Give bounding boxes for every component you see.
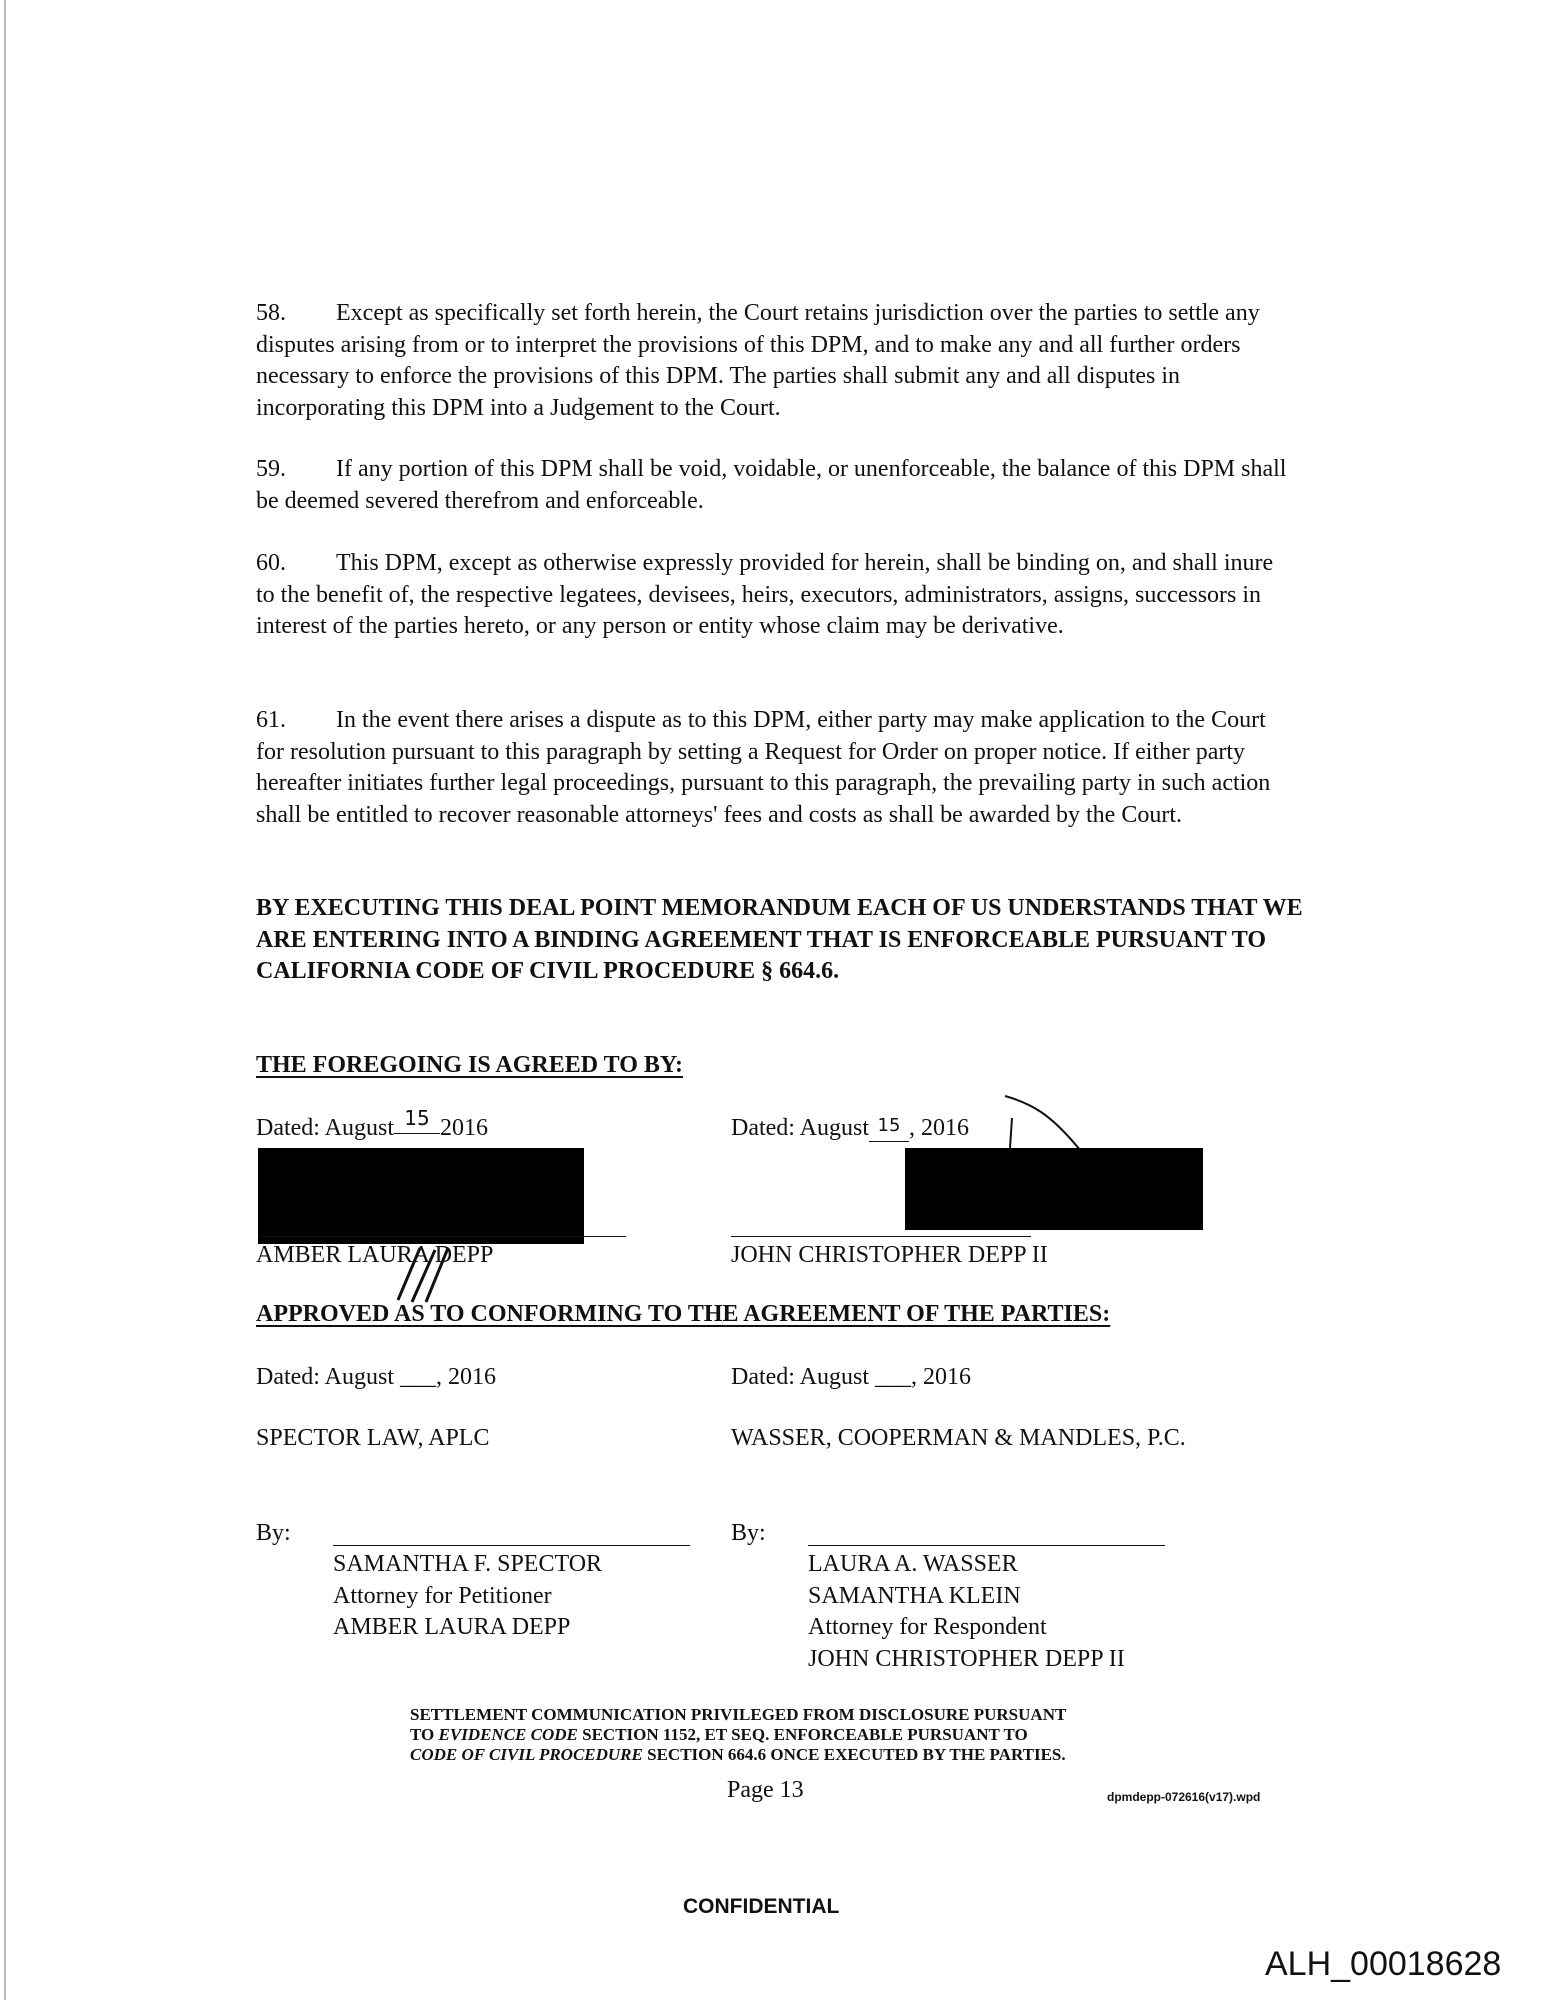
approved-heading: APPROVED AS TO CONFORMING TO THE AGREEMENT OF THE PARTIES: <box>256 1301 1111 1327</box>
counsel-signature-line-right <box>808 1545 1165 1546</box>
counsel-left-firm: SPECTOR LAW, APLC <box>256 1425 490 1451</box>
counsel-right-line: JOHN CHRISTOPHER DEPP II <box>808 1645 1125 1672</box>
counsel-right-firm: WASSER, COOPERMAN & MANDLES, P.C. <box>731 1425 1186 1451</box>
counsel-left-dated: Dated: August ___, 2016 <box>256 1364 496 1390</box>
file-name: dpmdepp-072616(v17).wpd <box>1107 1790 1261 1804</box>
handwritten-day: 15 <box>394 1103 440 1134</box>
dated-label: Dated: August <box>731 1115 869 1141</box>
counsel-left-block <box>333 1549 602 1644</box>
paragraph-58 <box>256 298 1296 424</box>
paragraph-number: 60. <box>256 550 286 576</box>
by-label-right: By: <box>731 1520 766 1546</box>
confidential-stamp: CONFIDENTIAL <box>683 1895 840 1918</box>
agreed-heading: THE FOREGOING IS AGREED TO BY: <box>256 1052 684 1078</box>
counsel-signature-line-left <box>333 1545 690 1546</box>
by-label-left: By: <box>256 1520 291 1546</box>
counsel-right-dated: Dated: August ___, 2016 <box>731 1364 971 1390</box>
paragraph-text: In the event there arises a dispute as to this DPM, either party may make application to the Court for resolution pursuant to this paragraph by setting a Request for Order on proper notice. If either party hereafter initiates further legal proceedings, pursuant to this paragraph, the prevailing party in such action shall be entitled to recover reasonable attorneys' fees and costs as shall be awarded by the Court. <box>256 707 1271 828</box>
dated-year: , 2016 <box>909 1115 969 1141</box>
right-party-name: JOHN CHRISTOPHER DEPP II <box>731 1242 1048 1268</box>
footer-line: TO EVIDENCE CODE SECTION 1152, ET SEQ. ENFORCEABLE PURSUANT TO <box>410 1725 1028 1744</box>
page-number: Page 13 <box>727 1777 804 1803</box>
bates-number: ALH_00018628 <box>1265 1945 1502 1983</box>
paragraph-60 <box>256 548 1296 643</box>
paragraph-text: Except as specifically set forth herein, the Court retains jurisdiction over the parties to settle any disputes arising from or to interpret the provisions of this DPM, and to make any and all further orders necessary to enforce the provisions of this DPM. The parties shall submit any and all disputes in incorporating this DPM into a Judgement to the Court. <box>256 300 1260 421</box>
counsel-left-line: AMBER LAURA DEPP <box>333 1614 571 1640</box>
counsel-right-line: Attorney for Respondent <box>808 1614 1047 1640</box>
counsel-right-line: SAMANTHA KLEIN <box>808 1582 1021 1609</box>
paragraph-text: This DPM, except as otherwise expressly provided for herein, shall be binding on, and shall inure to the benefit of, the respective legatees, devisees, heirs, executors, administrators, assigns, successors in interest of the parties hereto, or any person or entity whose claim may be derivative. <box>256 550 1274 639</box>
counsel-right-line: LAURA A. WASSER <box>808 1551 1018 1577</box>
right-dated-line <box>731 1113 969 1146</box>
counsel-left-line: SAMANTHA F. SPECTOR <box>333 1551 603 1577</box>
footer-line: SETTLEMENT COMMUNICATION PRIVILEGED FROM DISCLOSURE PURSUANT <box>410 1705 1067 1724</box>
counsel-right-block <box>808 1549 1125 1675</box>
scan-edge <box>4 0 6 2000</box>
signature-line-left <box>258 1236 626 1237</box>
signature-line-right <box>731 1236 1031 1237</box>
left-dated-line <box>256 1106 488 1144</box>
dated-label: Dated: August <box>256 1115 394 1141</box>
redacted-signature-left <box>258 1148 584 1244</box>
counsel-left-line: Attorney for Petitioner <box>333 1582 552 1609</box>
executing-notice: BY EXECUTING THIS DEAL POINT MEMORANDUM EACH OF US UNDERSTANDS THAT WE ARE ENTERING INTO A BINDING AGREEMENT THAT IS ENFORCEABLE PURSUANT TO CALIFORNIA CODE OF CIVIL PROCEDURE § 664.6. <box>256 895 1303 984</box>
handwritten-day: 15 <box>869 1111 909 1142</box>
paragraph-number: 58. <box>256 300 286 326</box>
settlement-footer <box>410 1705 1230 1765</box>
paragraph-text: If any portion of this DPM shall be void, voidable, or unenforceable, the balance of this DPM shall be deemed severed therefrom and enforceable. <box>256 456 1287 514</box>
left-party-name: AMBER LAURA DEPP <box>256 1242 494 1268</box>
redacted-signature-right <box>905 1148 1203 1230</box>
paragraph-61 <box>256 705 1296 831</box>
paragraph-number: 59. <box>256 456 286 482</box>
dated-year: 2016 <box>440 1115 488 1141</box>
footer-line: CODE OF CIVIL PROCEDURE SECTION 664.6 ONCE EXECUTED BY THE PARTIES. <box>410 1745 1066 1764</box>
paragraph-59 <box>256 454 1296 517</box>
paragraph-number: 61. <box>256 707 286 733</box>
